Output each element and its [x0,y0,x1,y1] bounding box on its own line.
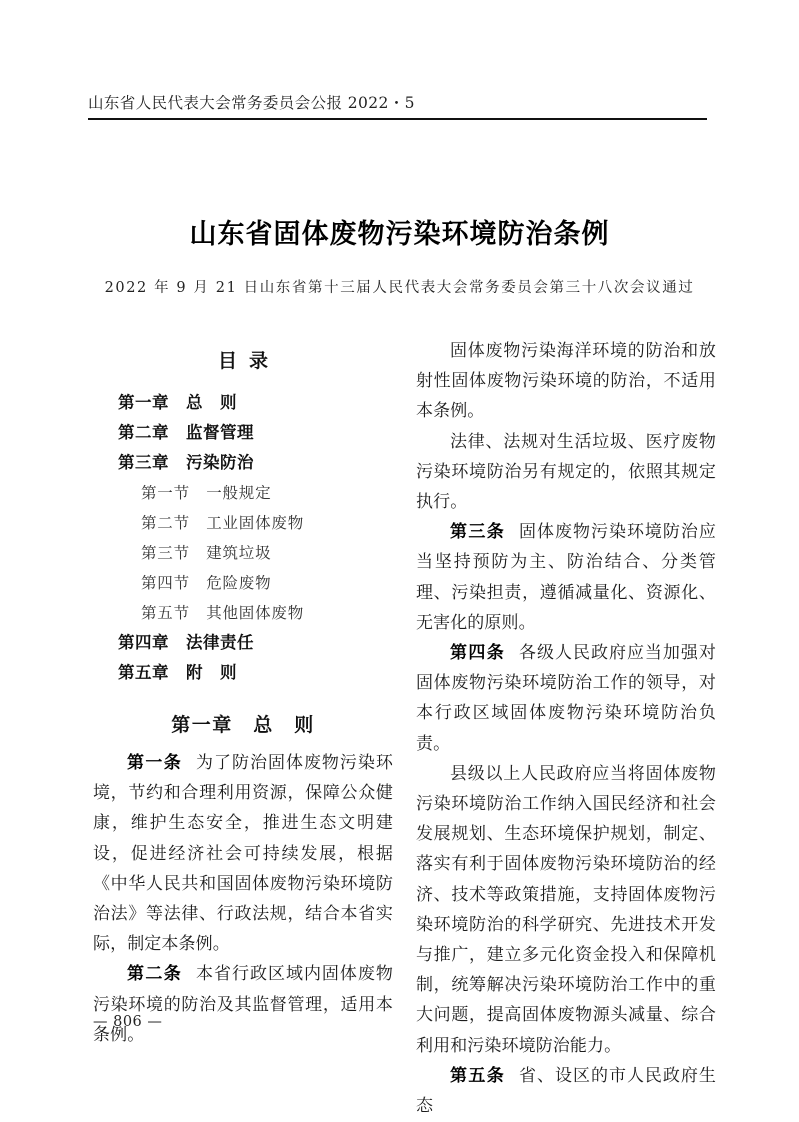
toc-heading: 目录 [217,350,280,372]
left-column [93,336,393,1050]
article-5-text: 省、设区的市人民政府生态 [416,1065,716,1117]
article-2-number: 第二条 [127,964,183,985]
toc-entry-chapter-2[interactable]: 第二章 监督管理 [118,423,254,442]
running-header [88,92,708,120]
article-4-number: 第四条 [450,643,506,664]
right-column [416,336,716,1121]
toc-entry-chapter-4[interactable]: 第四章 法律责任 [118,633,254,652]
continuation-paragraph-1: 固体废物污染海洋环境的防治和放射性固体废物污染环境的防治，不适用本条例。 [416,341,716,422]
article-5-number: 第五条 [450,1065,506,1086]
document-subtitle: 2022 年 9 月 21 日山东省第十三届人民代表大会常务委员会第三十八次会议通过 [104,280,695,296]
article-1-paragraph [93,748,393,959]
continuation-paragraph-2: 法律、法规对生活垃圾、医疗废物污染环境防治另有规定的，依照其规定执行。 [416,431,716,513]
article-3-paragraph [416,517,716,638]
article-1-number: 第一条 [127,753,183,773]
toc-list [93,388,393,688]
article-3-text: 固体废物污染环境防治应当坚持预防为主、防治结合、分类管理、污染担责，遵循减量化、资源化、无害化的原则。 [416,522,716,633]
toc-entry-chapter-1[interactable]: 第一章 总 则 [118,393,237,412]
article-5-paragraph [416,1061,716,1121]
page-number: — 806 — [93,1014,163,1030]
toc-entry-section-1[interactable]: 第一节 一般规定 [141,484,272,502]
header-divider [88,118,707,120]
document-title: 山东省固体废物污染环境防治条例 [189,219,610,250]
chapter-one-heading: 第一章 总 则 [171,714,315,736]
toc-entry-section-3[interactable]: 第三节 建筑垃圾 [141,544,272,562]
unnumbered-paragraph: 县级以上人民政府应当将固体废物污染环境防治工作纳入国民经济和社会发展规划、生态环境保护规划，制定、落实有利于固体废物污染环境防治的经济、技术等政策措施，支持固体废物污染环境防治的科学研究、先进技术开发与推广，建立多元化资金投入和保障机制，统筹解决污染环境防治工作中的重大问题，提高固体废物源头减量、综合利用和污染环境防治能力。 [416,763,716,1056]
article-2-text: 本省行政区域内固体废物污染环境的防治及其监督管理，适用本条例。 [93,964,393,1045]
toc-entry-chapter-3[interactable]: 第三章 污染防治 [118,453,254,472]
article-3-number: 第三条 [450,522,506,543]
toc-entry-chapter-5[interactable]: 第五章 附 则 [118,663,237,682]
article-4-paragraph [416,638,716,759]
article-1-text: 为了防治固体废物污染环境，节约和合理利用资源，保障公众健康，维护生态安全，推进生态文明建设，促进经济社会可持续发展，根据《中华人民共和国固体废物污染环境防治法》等法律、行政法规，结合本省实际，制定本条例。 [93,753,393,955]
toc-entry-section-4[interactable]: 第四节 危险废物 [141,574,272,592]
toc-entry-section-5[interactable]: 第五节 其他固体废物 [141,604,305,622]
running-header-text: 山东省人民代表大会常务委员会公报 2022・5 [88,94,415,112]
article-2-paragraph [93,959,393,1050]
toc-entry-section-2[interactable]: 第二节 工业固体废物 [141,514,305,532]
article-4-text: 各级人民政府应当加强对固体废物污染环境防治工作的领导，对本行政区域固体废物污染环境防治负责。 [416,643,716,754]
